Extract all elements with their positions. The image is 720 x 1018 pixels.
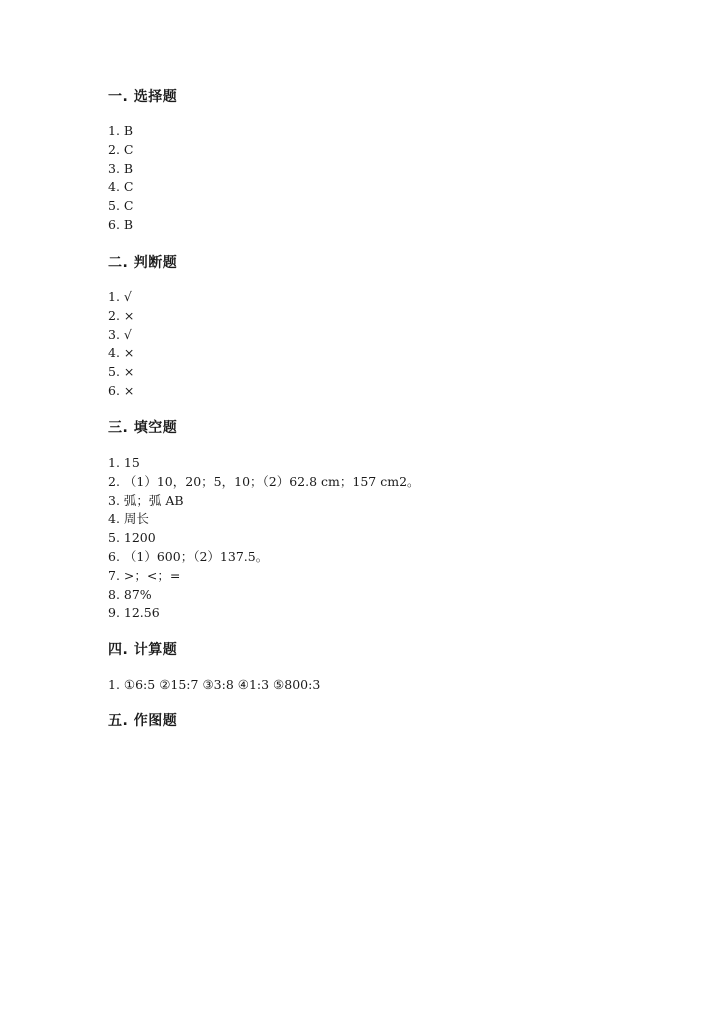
- list-item: 6. ×: [108, 382, 135, 398]
- list-item: 2. C: [108, 141, 134, 157]
- list-item: 3. 弧；弧 AB: [108, 492, 184, 508]
- section-title-calculation: 四. 计算题: [108, 642, 178, 658]
- multiple-choice-answers: [108, 122, 133, 235]
- list-item: 5. 1200: [108, 530, 156, 546]
- list-item: 3. √: [108, 326, 132, 342]
- section-title-multiple-choice: 一. 选择题: [108, 89, 178, 105]
- list-item: 4. C: [108, 179, 134, 195]
- list-item: 1. ①6:5 ②15:7 ③3:8 ④1:3 ⑤800:3: [108, 677, 321, 692]
- list-item: 4. 周长: [108, 511, 149, 527]
- section-title-true-false: 二. 判断题: [108, 255, 178, 271]
- list-item: 8. 87%: [108, 586, 152, 602]
- list-item: 5. C: [108, 198, 134, 214]
- list-item: 2. （1）10，20；5，10；（2）62.8 cm；157 cm2。: [108, 473, 420, 489]
- list-item: 9. 12.56: [108, 605, 160, 621]
- section-title-drawing: 五. 作图题: [108, 713, 178, 729]
- list-item: 2. ×: [108, 307, 135, 323]
- list-item: 1. B: [108, 123, 134, 138]
- fill-in-blank-answers: [108, 454, 420, 623]
- list-item: 4. ×: [108, 345, 135, 361]
- section-title-fill-in-blank: 三. 填空题: [108, 420, 178, 436]
- true-false-answers: [108, 288, 134, 401]
- list-item: 3. B: [108, 160, 134, 176]
- list-item: 1. 15: [108, 455, 140, 470]
- calculation-answers: [108, 676, 320, 695]
- list-item: 7. >；<；=: [108, 567, 181, 583]
- list-item: 5. ×: [108, 364, 135, 380]
- list-item: 1. √: [108, 289, 132, 304]
- list-item: 6. （1）600；（2）137.5。: [108, 548, 269, 564]
- list-item: 6. B: [108, 216, 134, 232]
